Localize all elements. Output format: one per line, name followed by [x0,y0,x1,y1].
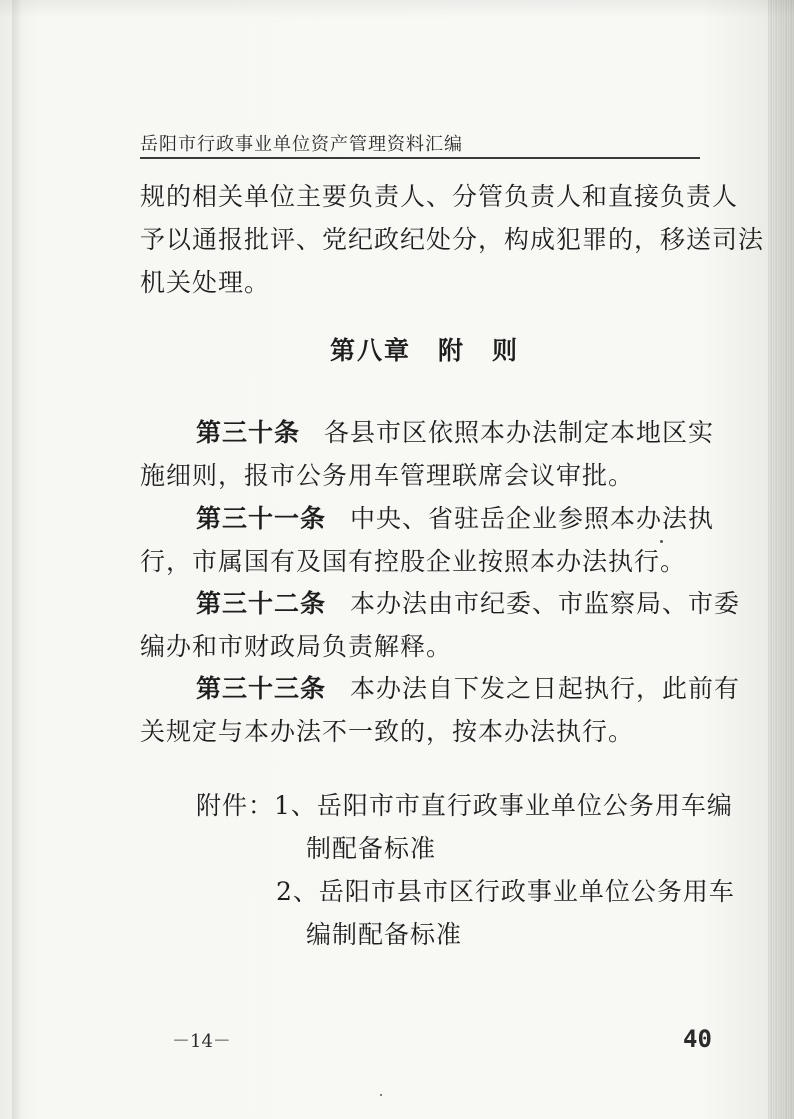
article-31-line-1 [196,499,714,535]
article-32-label: 第三十二条 [196,589,327,618]
article-33-text-1: 本办法自下发之日起执行，此前有 [350,674,741,703]
attachments-label: 附件： [196,791,275,820]
article-30-text-1: 各县市区依照本办法制定本地区实 [324,418,715,447]
attachment-1-line-1: 1、岳阳市市直行政事业单位公务用车编 [274,791,733,820]
article-31-text-1: 中央、省驻岳企业参照本办法执 [350,504,715,533]
page-number: －14－ [172,1031,231,1052]
attachments-line-1 [196,786,733,822]
article-30-line-2: 施细则，报市公务用车管理联席会议审批。 [140,461,635,490]
article-32-text-1: 本办法由市纪委、市监察局、市委 [350,589,741,618]
continuation-line-1: 规的相关单位主要负责人、分管负责人和直接负责人 [140,182,739,211]
article-32-line-2: 编办和市财政局负责解释。 [140,632,453,661]
continuation-line-2: 予以通报批评、党纪政纪处分，构成犯罪的，移送司法 [140,225,765,254]
article-31-label: 第三十一条 [196,504,327,533]
article-33-line-2: 关规定与本办法不一致的，按本办法执行。 [140,717,635,746]
article-30-line-1 [196,413,714,449]
stamped-sheet-number: 40 [683,1025,712,1053]
article-33-line-1 [196,669,740,705]
scan-shadow-left [12,0,22,1119]
article-31-line-2: 行，市属国有及国有控股企业按照本办法执行。 [140,547,687,576]
attachment-2-line-2: 编制配备标准 [306,920,463,949]
scan-speck [660,540,663,543]
chapter-title: 第八章 附 则 [330,336,520,365]
attachment-1-line-2: 制配备标准 [306,834,437,863]
header-rule [140,157,700,159]
attachment-2-line-1: 2、岳阳市县市区行政事业单位公务用车 [276,877,735,906]
article-30-label: 第三十条 [196,418,301,447]
article-32-line-1 [196,584,740,620]
scan-shadow-right [768,0,794,1119]
article-33-label: 第三十三条 [196,674,327,703]
scan-shadow-top [0,0,794,18]
running-header: 岳阳市行政事业单位资产管理资料汇编 [140,134,463,155]
scan-speck [380,1094,382,1096]
continuation-line-3: 机关处理。 [140,268,271,297]
